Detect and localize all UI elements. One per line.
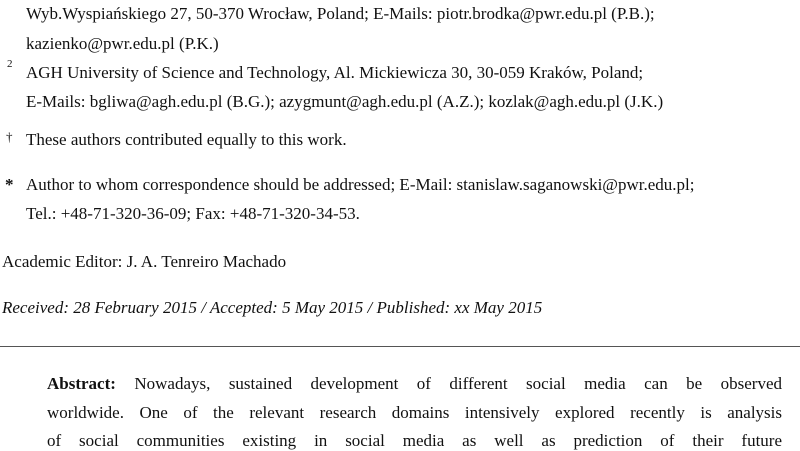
affiliation-2-line-2: E-Mails: bgliwa@agh.edu.pl (B.G.); azygmunt@agh.edu.pl (A.Z.); kozlak@agh.edu.pl (J.K.) — [26, 92, 664, 111]
equal-contribution-marker: † — [6, 129, 13, 144]
academic-editor: Academic Editor: J. A. Tenreiro Machado — [2, 252, 287, 271]
affiliation-2-line-1: AGH University of Science and Technology, Al. Mickiewicza 30, 30-059 Kraków, Poland; — [26, 63, 644, 82]
abstract-text-1: Nowadays, sustained development of different social media can be observed — [115, 374, 782, 393]
correspondence-line-1: Author to whom correspondence should be addressed; E-Mail: stanislaw.saganowski@pwr.edu.pl; — [26, 175, 695, 194]
correspondence-marker: * — [5, 175, 14, 194]
section-divider — [0, 346, 800, 347]
abstract-label: Abstract: — [47, 374, 116, 393]
abstract-line-2: worldwide. One of the relevant research domains intensively explored recently is analysis — [47, 403, 782, 422]
affiliation-2-marker: 2 — [7, 58, 13, 70]
equal-contribution-note: These authors contributed equally to this work. — [26, 130, 347, 149]
affiliation-1-line-1: Wyb.Wyspiańskiego 27, 50-370 Wrocław, Poland; E-Mails: piotr.brodka@pwr.edu.pl (P.B.); — [26, 4, 655, 23]
abstract-line-3: of social communities existing in social media as well as prediction of their future — [47, 431, 782, 450]
affiliation-1-line-2: kazienko@pwr.edu.pl (P.K.) — [26, 34, 219, 53]
publication-dates: Received: 28 February 2015 / Accepted: 5 May 2015 / Published: xx May 2015 — [2, 298, 543, 317]
abstract-line-1 — [47, 374, 782, 394]
correspondence-line-2: Tel.: +48-71-320-36-09; Fax: +48-71-320-34-53. — [26, 204, 360, 223]
